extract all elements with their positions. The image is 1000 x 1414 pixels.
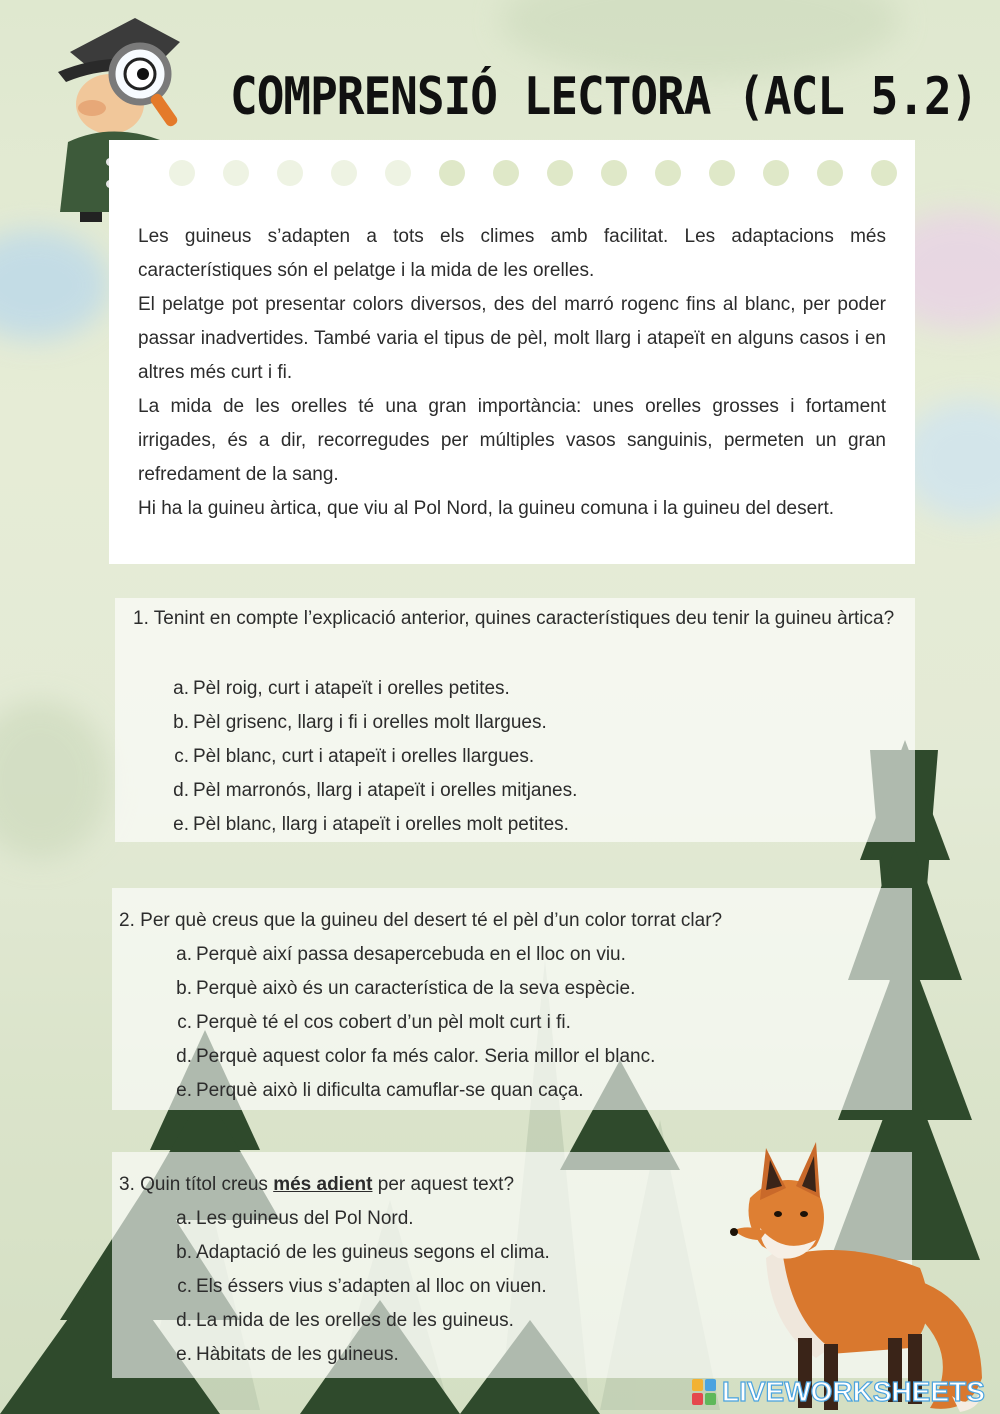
answer-option[interactable]: c. Els éssers vius s’adapten al lloc on viuen.	[177, 1276, 547, 1297]
question-prompt: Per què creus que la guineu del desert té el pèl d’un color torrat clar?	[140, 910, 723, 931]
liveworksheets-logo-icon	[692, 1379, 716, 1405]
fox-illustration	[720, 1128, 1000, 1414]
question-number: 2.	[119, 910, 135, 931]
watercolor-blob	[0, 230, 110, 340]
question-2-options	[168, 938, 655, 1108]
answer-option[interactable]: b. Pèl grisenc, llarg i fi i orelles molt llargues.	[173, 712, 547, 733]
question-number: 3.	[119, 1174, 135, 1195]
answer-option[interactable]: d. Perquè aquest color fa més calor. Seria millor el blanc.	[176, 1046, 656, 1067]
reading-passage-card	[109, 140, 915, 564]
answer-option[interactable]: b. Adaptació de les guineus segons el clima.	[176, 1242, 550, 1263]
answer-option[interactable]: a. Les guineus del Pol Nord.	[176, 1208, 414, 1229]
question-3-text	[119, 1168, 719, 1202]
question-1-options	[165, 672, 577, 842]
reading-paragraph: Hi ha la guineu àrtica, que viu al Pol Nord, la guineu comuna i la guineu del desert.	[138, 498, 835, 519]
question-number: 1.	[133, 608, 149, 629]
answer-option[interactable]: c. Pèl blanc, curt i atapeït i orelles llargues.	[174, 746, 535, 767]
question-2-card	[112, 888, 912, 1110]
answer-option[interactable]: e. Pèl blanc, llarg i atapeït i orelles molt petites.	[173, 814, 569, 835]
question-prompt: Quin títol creus	[140, 1174, 268, 1195]
page-title: COMPRENSIÓ LECTORA (ACL 5.2)	[230, 66, 978, 127]
decorative-dots	[169, 160, 897, 186]
liveworksheets-watermark	[692, 1376, 985, 1408]
question-1-card	[115, 598, 915, 842]
watermark-text: LIVEWORKSHEETS	[722, 1376, 985, 1407]
question-3-options	[168, 1202, 550, 1372]
question-prompt: per aquest text?	[377, 1174, 515, 1195]
reading-passage	[138, 220, 886, 526]
answer-option[interactable]: d. Pèl marronós, llarg i atapeït i orelles mitjanes.	[173, 780, 578, 801]
answer-option[interactable]: e. Hàbitats de les guineus.	[176, 1344, 399, 1365]
reading-paragraph: La mida de les orelles té una gran importància: unes orelles grosses i fortament irrigades, és a dir, recorregudes per múltiples vasos sanguinis, permeten un gran refredament de la sang.	[138, 396, 886, 485]
question-2-text	[119, 904, 899, 938]
question-emphasis: més adient	[273, 1174, 373, 1195]
answer-option[interactable]: a. Perquè així passa desapercebuda en el lloc on viu.	[176, 944, 626, 965]
answer-option[interactable]: d. La mida de les orelles de les guineus.	[176, 1310, 514, 1331]
question-1-text	[133, 602, 903, 636]
answer-option[interactable]: e. Perquè això li dificulta camuflar-se quan caça.	[176, 1080, 584, 1101]
watercolor-blob	[900, 400, 1000, 520]
answer-option[interactable]: a. Pèl roig, curt i atapeït i orelles petites.	[173, 678, 510, 699]
answer-option[interactable]: b. Perquè això és un característica de la seva espècie.	[176, 978, 636, 999]
question-prompt: Tenint en compte l’explicació anterior, quines característiques deu tenir la guineu àrtica?	[153, 608, 895, 629]
reading-paragraph: El pelatge pot presentar colors diversos, des del marró rogenc fins al blanc, per poder passar inadvertides. També varia el tipus de pèl, molt llarg i atapeït en alguns casos i en altres més curt i fi.	[138, 294, 886, 383]
reading-paragraph: Les guineus s’adapten a tots els climes amb facilitat. Les adaptacions més característiques són el pelatge i la mida de les orelles.	[138, 226, 886, 281]
answer-option[interactable]: c. Perquè té el cos cobert d’un pèl molt curt i fi.	[177, 1012, 571, 1033]
